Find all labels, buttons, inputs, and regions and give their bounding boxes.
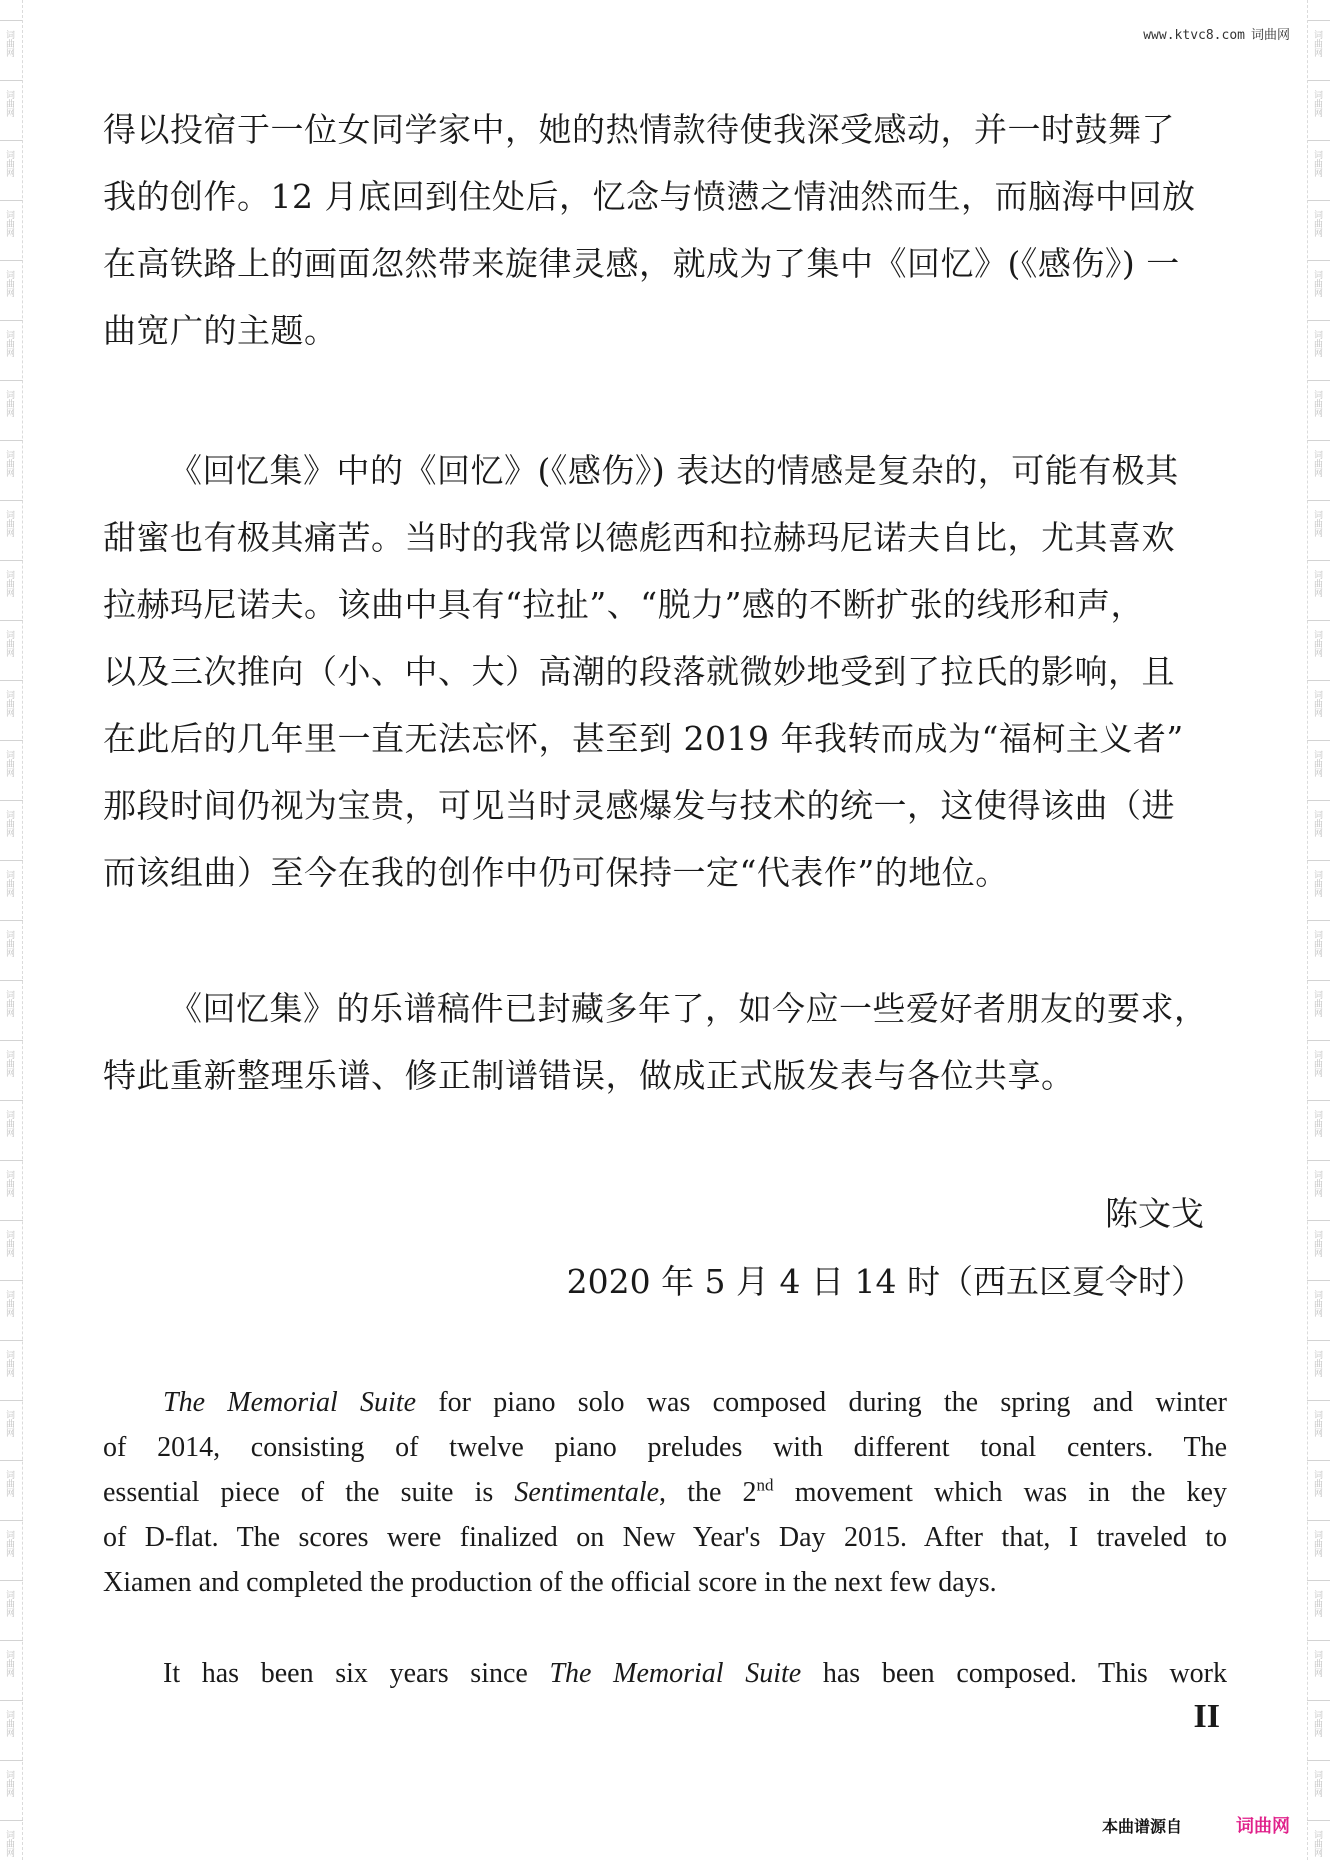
site-brand[interactable]: 词曲网 (1250, 28, 1290, 43)
margin-watermark-mark: 词曲网 (1312, 570, 1322, 597)
margin-watermark-mark: 词曲网 (1312, 930, 1322, 957)
margin-watermark-mark: 词曲网 (4, 1110, 14, 1137)
margin-watermark-mark: 词曲网 (4, 570, 14, 597)
chinese-paragraph-2 (103, 437, 1227, 906)
site-url[interactable]: www.ktvc8.com (1143, 28, 1245, 43)
work-title: The Memorial Suite (163, 1387, 417, 1418)
margin-watermark-mark: 词曲网 (4, 390, 14, 417)
text-span: It has been six years since (163, 1658, 550, 1689)
margin-watermark-mark: 词曲网 (4, 330, 14, 357)
margin-watermark-mark: 词曲网 (4, 1770, 14, 1797)
text-line: 在此后的几年里一直无法忘怀，甚至到 2019 年我转而成为“福柯主义者” (103, 719, 1184, 758)
text-line: Xiamen and completed the production of the official score in the next few days. (103, 1567, 997, 1598)
margin-watermark-mark: 词曲网 (1312, 90, 1322, 117)
piece-title: Sentimentale (514, 1477, 660, 1508)
text-line: 那段时间仍视为宝贵，可见当时灵感爆发与技术的统一，这使得该曲（进 (103, 786, 1175, 825)
margin-watermark-mark: 词曲网 (1312, 1530, 1322, 1557)
margin-watermark-mark: 词曲网 (4, 150, 14, 177)
margin-watermark-mark: 词曲网 (1312, 330, 1322, 357)
margin-watermark-mark: 词曲网 (1312, 1470, 1322, 1497)
margin-watermark-mark: 词曲网 (4, 690, 14, 717)
margin-watermark-mark: 词曲网 (1312, 450, 1322, 477)
text-line: 以及三次推向（小、中、大）高潮的段落就微妙地受到了拉氏的影响，且 (103, 652, 1175, 691)
site-header (1143, 24, 1290, 43)
margin-watermark-mark: 词曲网 (4, 1170, 14, 1197)
margin-watermark-mark: 词曲网 (4, 930, 14, 957)
margin-watermark-mark: 词曲网 (1312, 630, 1322, 657)
english-paragraph-2 (103, 1651, 1227, 1696)
margin-watermark-mark: 词曲网 (4, 1650, 14, 1677)
chinese-paragraph-3 (103, 975, 1227, 1109)
text-span: movement which was in the key (773, 1477, 1227, 1508)
page-number: II (1193, 1698, 1220, 1735)
right-watermark-strip (1307, 0, 1330, 1860)
margin-watermark-mark: 词曲网 (1312, 690, 1322, 717)
text-line (103, 1380, 1227, 1425)
margin-watermark-mark: 词曲网 (1312, 1350, 1322, 1377)
margin-watermark-mark: 词曲网 (4, 90, 14, 117)
margin-watermark-mark: 词曲网 (4, 810, 14, 837)
margin-watermark-mark: 词曲网 (1312, 510, 1322, 537)
margin-watermark-mark: 词曲网 (1312, 1050, 1322, 1077)
margin-watermark-mark: 词曲网 (4, 450, 14, 477)
margin-watermark-mark: 词曲网 (1312, 210, 1322, 237)
margin-watermark-mark: 词曲网 (4, 750, 14, 777)
signature-date: 2020 年 5 月 4 日 14 时（西五区夏令时） (566, 1262, 1204, 1301)
text-span: , the 2 (659, 1477, 757, 1508)
margin-watermark-mark: 词曲网 (4, 30, 14, 57)
text-line (103, 1470, 1227, 1515)
margin-watermark-mark: 词曲网 (4, 1290, 14, 1317)
text-line: 特此重新整理乐谱、修正制谱错误，做成正式版发表与各位共享。 (103, 1056, 1075, 1095)
margin-watermark-mark: 词曲网 (1312, 750, 1322, 777)
margin-watermark-mark: 词曲网 (1312, 810, 1322, 837)
margin-watermark-mark: 词曲网 (4, 1050, 14, 1077)
signature-author: 陈文戈 (1105, 1194, 1204, 1233)
margin-watermark-mark: 词曲网 (1312, 270, 1322, 297)
margin-watermark-mark: 词曲网 (1312, 1230, 1322, 1257)
margin-watermark-mark: 词曲网 (4, 870, 14, 897)
text-line (103, 1651, 1227, 1696)
margin-watermark-mark: 词曲网 (4, 1470, 14, 1497)
text-line: 《回忆集》的乐谱稿件已封藏多年了，如今应一些爱好者朋友的要求， (169, 989, 1208, 1028)
english-paragraph-1 (103, 1380, 1227, 1605)
margin-watermark-mark: 词曲网 (4, 990, 14, 1017)
chinese-paragraph-1 (103, 96, 1227, 364)
margin-watermark-mark: 词曲网 (4, 1530, 14, 1557)
margin-watermark-mark: 词曲网 (4, 210, 14, 237)
text-span: essential piece of the suite is (103, 1477, 515, 1508)
text-line: of D-flat. The scores were finalized on New Year's Day 2015. After that, I traveled to (103, 1522, 1227, 1553)
margin-watermark-mark: 词曲网 (4, 1590, 14, 1617)
work-title: The Memorial Suite (549, 1658, 802, 1689)
margin-watermark-mark: 词曲网 (1312, 1710, 1322, 1737)
text-span: for piano solo was composed during the spring and winter (416, 1387, 1227, 1418)
text-line: 而该组曲）至今在我的创作中仍可保持一定“代表作”的地位。 (103, 853, 1009, 892)
margin-watermark-mark: 词曲网 (1312, 1170, 1322, 1197)
margin-watermark-mark: 词曲网 (4, 1410, 14, 1437)
text-line: 在高铁路上的画面忽然带来旋律灵感，就成为了集中《回忆》(《感伤》) 一 (103, 244, 1180, 283)
margin-watermark-mark: 词曲网 (1312, 1110, 1322, 1137)
text-line: 曲宽广的主题。 (103, 311, 338, 350)
text-line: 拉赫玛尼诺夫。该曲中具有“拉扯”、“脱力”感的不断扩张的线形和声， (103, 585, 1144, 624)
margin-watermark-mark: 词曲网 (1312, 390, 1322, 417)
ordinal-suffix: nd (756, 1475, 774, 1495)
text-line: 甜蜜也有极其痛苦。当时的我常以德彪西和拉赫玛尼诺夫自比，尤其喜欢 (103, 518, 1175, 557)
text-line: 我的创作。12 月底回到住处后，忆念与愤懑之情油然而生，而脑海中回放 (103, 177, 1196, 216)
margin-watermark-mark: 词曲网 (4, 1350, 14, 1377)
margin-watermark-mark: 词曲网 (1312, 1650, 1322, 1677)
footer-source-label: 本曲谱源自 (1101, 1817, 1182, 1836)
margin-watermark-mark: 词曲网 (4, 270, 14, 297)
footer-brand-link[interactable]: 词曲网 (1236, 1816, 1290, 1837)
margin-watermark-mark: 词曲网 (1312, 1590, 1322, 1617)
margin-watermark-mark: 词曲网 (4, 1710, 14, 1737)
text-line: of 2014, consisting of twelve piano preludes with different tonal centers. The (103, 1432, 1227, 1463)
margin-watermark-mark: 词曲网 (1312, 1410, 1322, 1437)
margin-watermark-mark: 词曲网 (4, 1230, 14, 1257)
text-span: has been composed. This work (801, 1658, 1227, 1689)
margin-watermark-mark: 词曲网 (4, 1830, 14, 1857)
margin-watermark-mark: 词曲网 (4, 630, 14, 657)
text-line: 《回忆集》中的《回忆》(《感伤》) 表达的情感是复杂的，可能有极其 (169, 451, 1179, 490)
text-line: 得以投宿于一位女同学家中，她的热情款待使我深受感动，并一时鼓舞了 (103, 110, 1175, 149)
margin-watermark-mark: 词曲网 (1312, 1290, 1322, 1317)
margin-watermark-mark: 词曲网 (4, 510, 14, 537)
margin-watermark-mark: 词曲网 (1312, 870, 1322, 897)
margin-watermark-mark: 词曲网 (1312, 990, 1322, 1017)
margin-watermark-mark: 词曲网 (1312, 1830, 1322, 1857)
left-watermark-strip (0, 0, 23, 1860)
margin-watermark-mark: 词曲网 (1312, 150, 1322, 177)
footer (1102, 1812, 1290, 1838)
margin-watermark-mark: 词曲网 (1312, 1770, 1322, 1797)
margin-watermark-mark: 词曲网 (1312, 30, 1322, 57)
